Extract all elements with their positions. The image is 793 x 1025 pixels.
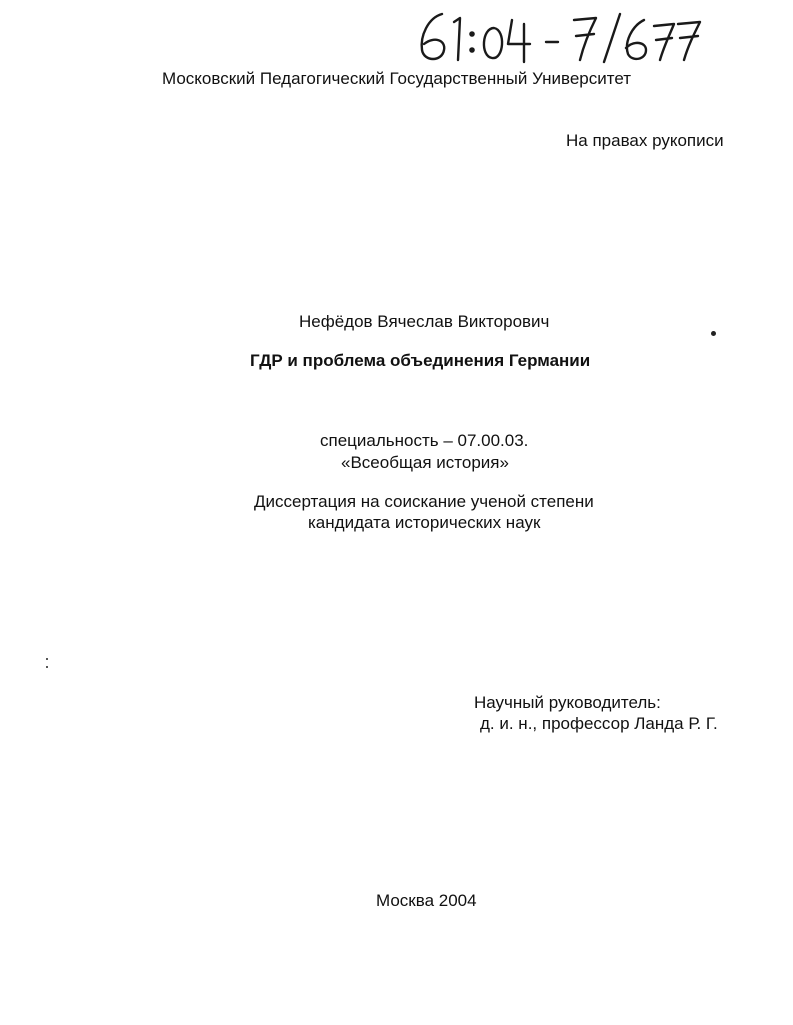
scan-speck bbox=[46, 658, 48, 660]
author-name: Нефёдов Вячеслав Викторович bbox=[299, 312, 550, 331]
degree-line-2: кандидата исторических наук bbox=[308, 513, 541, 532]
university-name: Московский Педагогический Государственный Университет bbox=[161, 69, 632, 88]
supervisor-name: д. и. н., профессор Ланда Р. Г. bbox=[480, 714, 718, 733]
specialty-name: «Всеобщая история» bbox=[341, 453, 509, 472]
dissertation-title: ГДР и проблема объединения Германии bbox=[250, 351, 591, 370]
specialty-code: специальность – 07.00.03. bbox=[320, 431, 529, 450]
scan-speck bbox=[711, 331, 716, 336]
handwritten-shelf-mark bbox=[408, 4, 708, 68]
scan-speck bbox=[46, 666, 48, 668]
city-year: Москва 2004 bbox=[376, 891, 477, 910]
supervisor-label: Научный руководитель: bbox=[474, 693, 661, 712]
rights-note: На правах рукописи bbox=[566, 131, 724, 150]
degree-line-1: Диссертация на соискание ученой степени bbox=[254, 492, 594, 511]
